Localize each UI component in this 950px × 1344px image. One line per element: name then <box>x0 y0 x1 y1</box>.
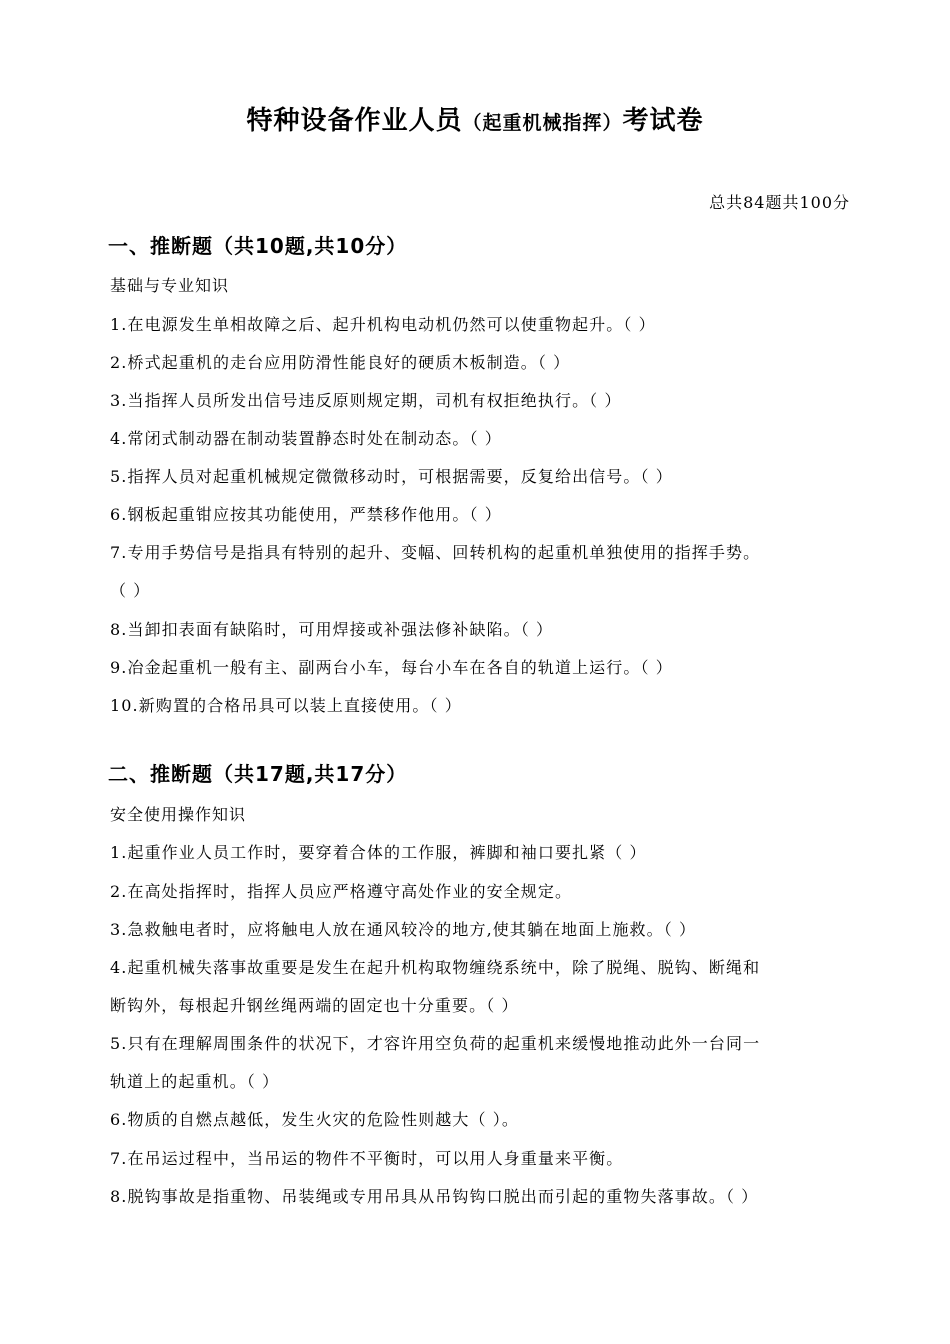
question-line: 7.在吊运过程中，当吊运的物件不平衡时，可以用人身重量来平衡。 <box>110 1149 624 1168</box>
question-line: 8.脱钩事故是指重物、吊装绳或专用吊具从吊钩钩口脱出而引起的重物失落事故。（ ） <box>110 1187 759 1206</box>
question-line: 2.在高处指挥时，指挥人员应严格遵守高处作业的安全规定。 <box>110 882 573 901</box>
question-line: 轨道上的起重机。（ ） <box>110 1072 280 1091</box>
section-1-subtitle: 基础与专业知识 <box>110 276 230 295</box>
question-line: 2.桥式起重机的走台应用防滑性能良好的硬质木板制造。（ ） <box>110 353 571 372</box>
question-line: 6.钢板起重钳应按其功能使用，严禁移作他用。（ ） <box>110 505 502 524</box>
question-line: 5.只有在理解周围条件的状况下，才容许用空负荷的起重机来缓慢地推动此外一台同一 <box>110 1034 761 1053</box>
question-line: 断钩外，每根起升钢丝绳两端的固定也十分重要。（ ） <box>110 996 519 1015</box>
question-line: 3.急救触电者时，应将触电人放在通风较冷的地方,使其躺在地面上施救。（ ） <box>110 920 697 939</box>
score-summary: 总共84题共100分 <box>709 193 850 212</box>
question-line: 1.起重作业人员工作时，要穿着合体的工作服，裤脚和袖口要扎紧（ ） <box>110 843 647 862</box>
question-line: 9.冶金起重机一般有主、副两台小车，每台小车在各自的轨道上运行。（ ） <box>110 658 673 677</box>
question-line: 10.新购置的合格吊具可以装上直接使用。（ ） <box>110 696 462 715</box>
question-line: 6.物质的自燃点越低，发生火灾的危险性则越大（ ）。 <box>110 1110 519 1129</box>
question-line: 1.在电源发生单相故障之后、起升机构电动机仍然可以使重物起升。（ ） <box>110 315 656 334</box>
question-line: （ ） <box>110 581 151 600</box>
section-2-subtitle: 安全使用操作知识 <box>110 805 247 824</box>
question-line: 7.专用手势信号是指具有特别的起升、变幅、回转机构的起重机单独使用的指挥手势。 <box>110 543 761 562</box>
question-line: 8.当卸扣表面有缺陷时，可用焊接或补强法修补缺陷。（ ） <box>110 620 554 639</box>
question-line: 4.常闭式制动器在制动装置静态时处在制动态。（ ） <box>110 429 502 448</box>
question-line: 3.当指挥人员所发出信号违反原则规定期，司机有权拒绝执行。（ ） <box>110 391 622 410</box>
title-main: 特种设备作业人员 <box>246 106 463 136</box>
title-end: 考试卷 <box>622 106 704 136</box>
title-paren: （起重机械指挥） <box>462 112 623 134</box>
question-line: 4.起重机械失落事故重要是发生在起升机构取物缠绕系统中，除了脱绳、脱钩、断绳和 <box>110 958 761 977</box>
section-1-heading: 一、推断题（共10题,共10分） <box>108 234 408 258</box>
page-title <box>0 100 950 137</box>
section-2-heading: 二、推断题（共17题,共17分） <box>108 762 408 786</box>
question-line: 5.指挥人员对起重机械规定微微移动时，可根据需要，反复给出信号。（ ） <box>110 467 673 486</box>
